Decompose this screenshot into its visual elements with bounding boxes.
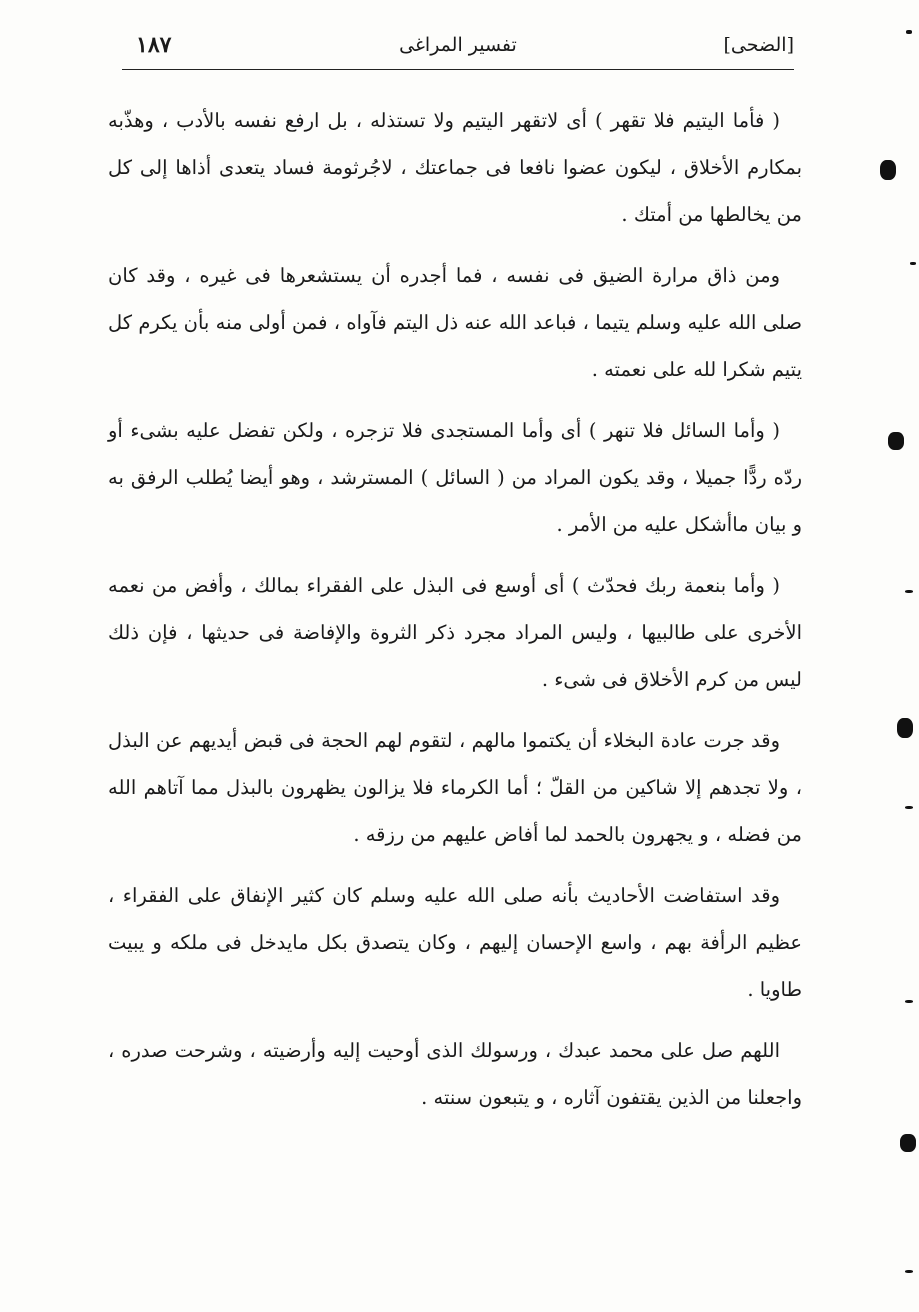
paragraph-blessing: ( وأما بنعمة ربك فحدّث ) أى أوسع فى البذل على الفقراء بمالك ، وأفض من نعمه الأخرى على طالبيها ، وليس المراد مجرد ذكر الثروة والإفاضة فى حديثها ، فإن ذلك ليس من كرم الأخلاق فى شىء . <box>108 574 802 691</box>
scan-speck <box>905 806 913 809</box>
header-divider <box>122 69 794 70</box>
scan-speck <box>905 590 913 593</box>
scan-speck <box>888 432 904 450</box>
scan-speck <box>880 160 896 180</box>
page-number: ١٨٧ <box>136 32 172 58</box>
paragraph-beggar: ( وأما السائل فلا تنهر ) أى وأما المستجدى فلا تزجره ، ولكن تفضل عليه بشىء أو ردّه ردًّا جميلا ، وقد يكون المراد من ( السائل ) المسترشد ، وهو أيضا يُطلب الرفق به و بيان ماأشكل عليه من الأمر . <box>108 419 802 536</box>
paragraph-hardship: ومن ذاق مرارة الضيق فى نفسه ، فما أجدره أن يستشعرها فى غيره ، وقد كان صلى الله عليه وسلم يتيما ، فباعد الله عنه ذل اليتم فآواه ، فمن أولى منه بأن يكرم كل يتيم شكرا لله على نعمته . <box>108 264 802 381</box>
surah-name: [الضحى] <box>723 34 794 56</box>
scan-speck <box>905 1270 913 1273</box>
scan-speck <box>905 1000 913 1003</box>
book-title: تفسير المراغى <box>399 34 517 56</box>
page-header <box>122 26 794 70</box>
paragraph-orphan: ( فأما اليتيم فلا تقهر ) أى لاتقهر اليتيم ولا تستذله ، بل ارفع نفسه بالأدب ، وهذّبه بمكارم الأخلاق ، ليكون عضوا نافعا فى جماعتك ، لاجُرثومة فساد يتعدى أذاها إلى كل من يخالطها من أمتك . <box>108 109 802 226</box>
paragraph-prayer: اللهم صل على محمد عبدك ، ورسولك الذى أوحيت إليه وأرضيته ، وشرحت صدره ، واجعلنا من الذين يقتفون آثاره ، و يتبعون سنته . <box>108 1039 802 1109</box>
scan-speck <box>897 718 913 738</box>
paragraph-hadiths: وقد استفاضت الأحاديث بأنه صلى الله عليه وسلم كان كثير الإنفاق على الفقراء ، عظيم الرأفة بهم ، واسع الإحسان إليهم ، وكان يتصدق بكل مايدخل فى ملكه و يبيت طاويا . <box>108 884 802 1001</box>
body-text <box>108 97 802 1135</box>
scan-speck <box>900 1134 916 1152</box>
scan-speck <box>910 262 916 265</box>
scan-speck <box>906 30 912 34</box>
paragraph-misers: وقد جرت عادة البخلاء أن يكتموا مالهم ، لتقوم لهم الحجة فى قبض أيديهم عن البذل ، ولا تجدهم إلا شاكين من القلّ ؛ أما الكرماء فلا يزالون يظهرون بالبذل مما آتاهم الله من فضله ، و يجهرون بالحمد لما أفاض عليهم من رزقه . <box>108 729 802 846</box>
